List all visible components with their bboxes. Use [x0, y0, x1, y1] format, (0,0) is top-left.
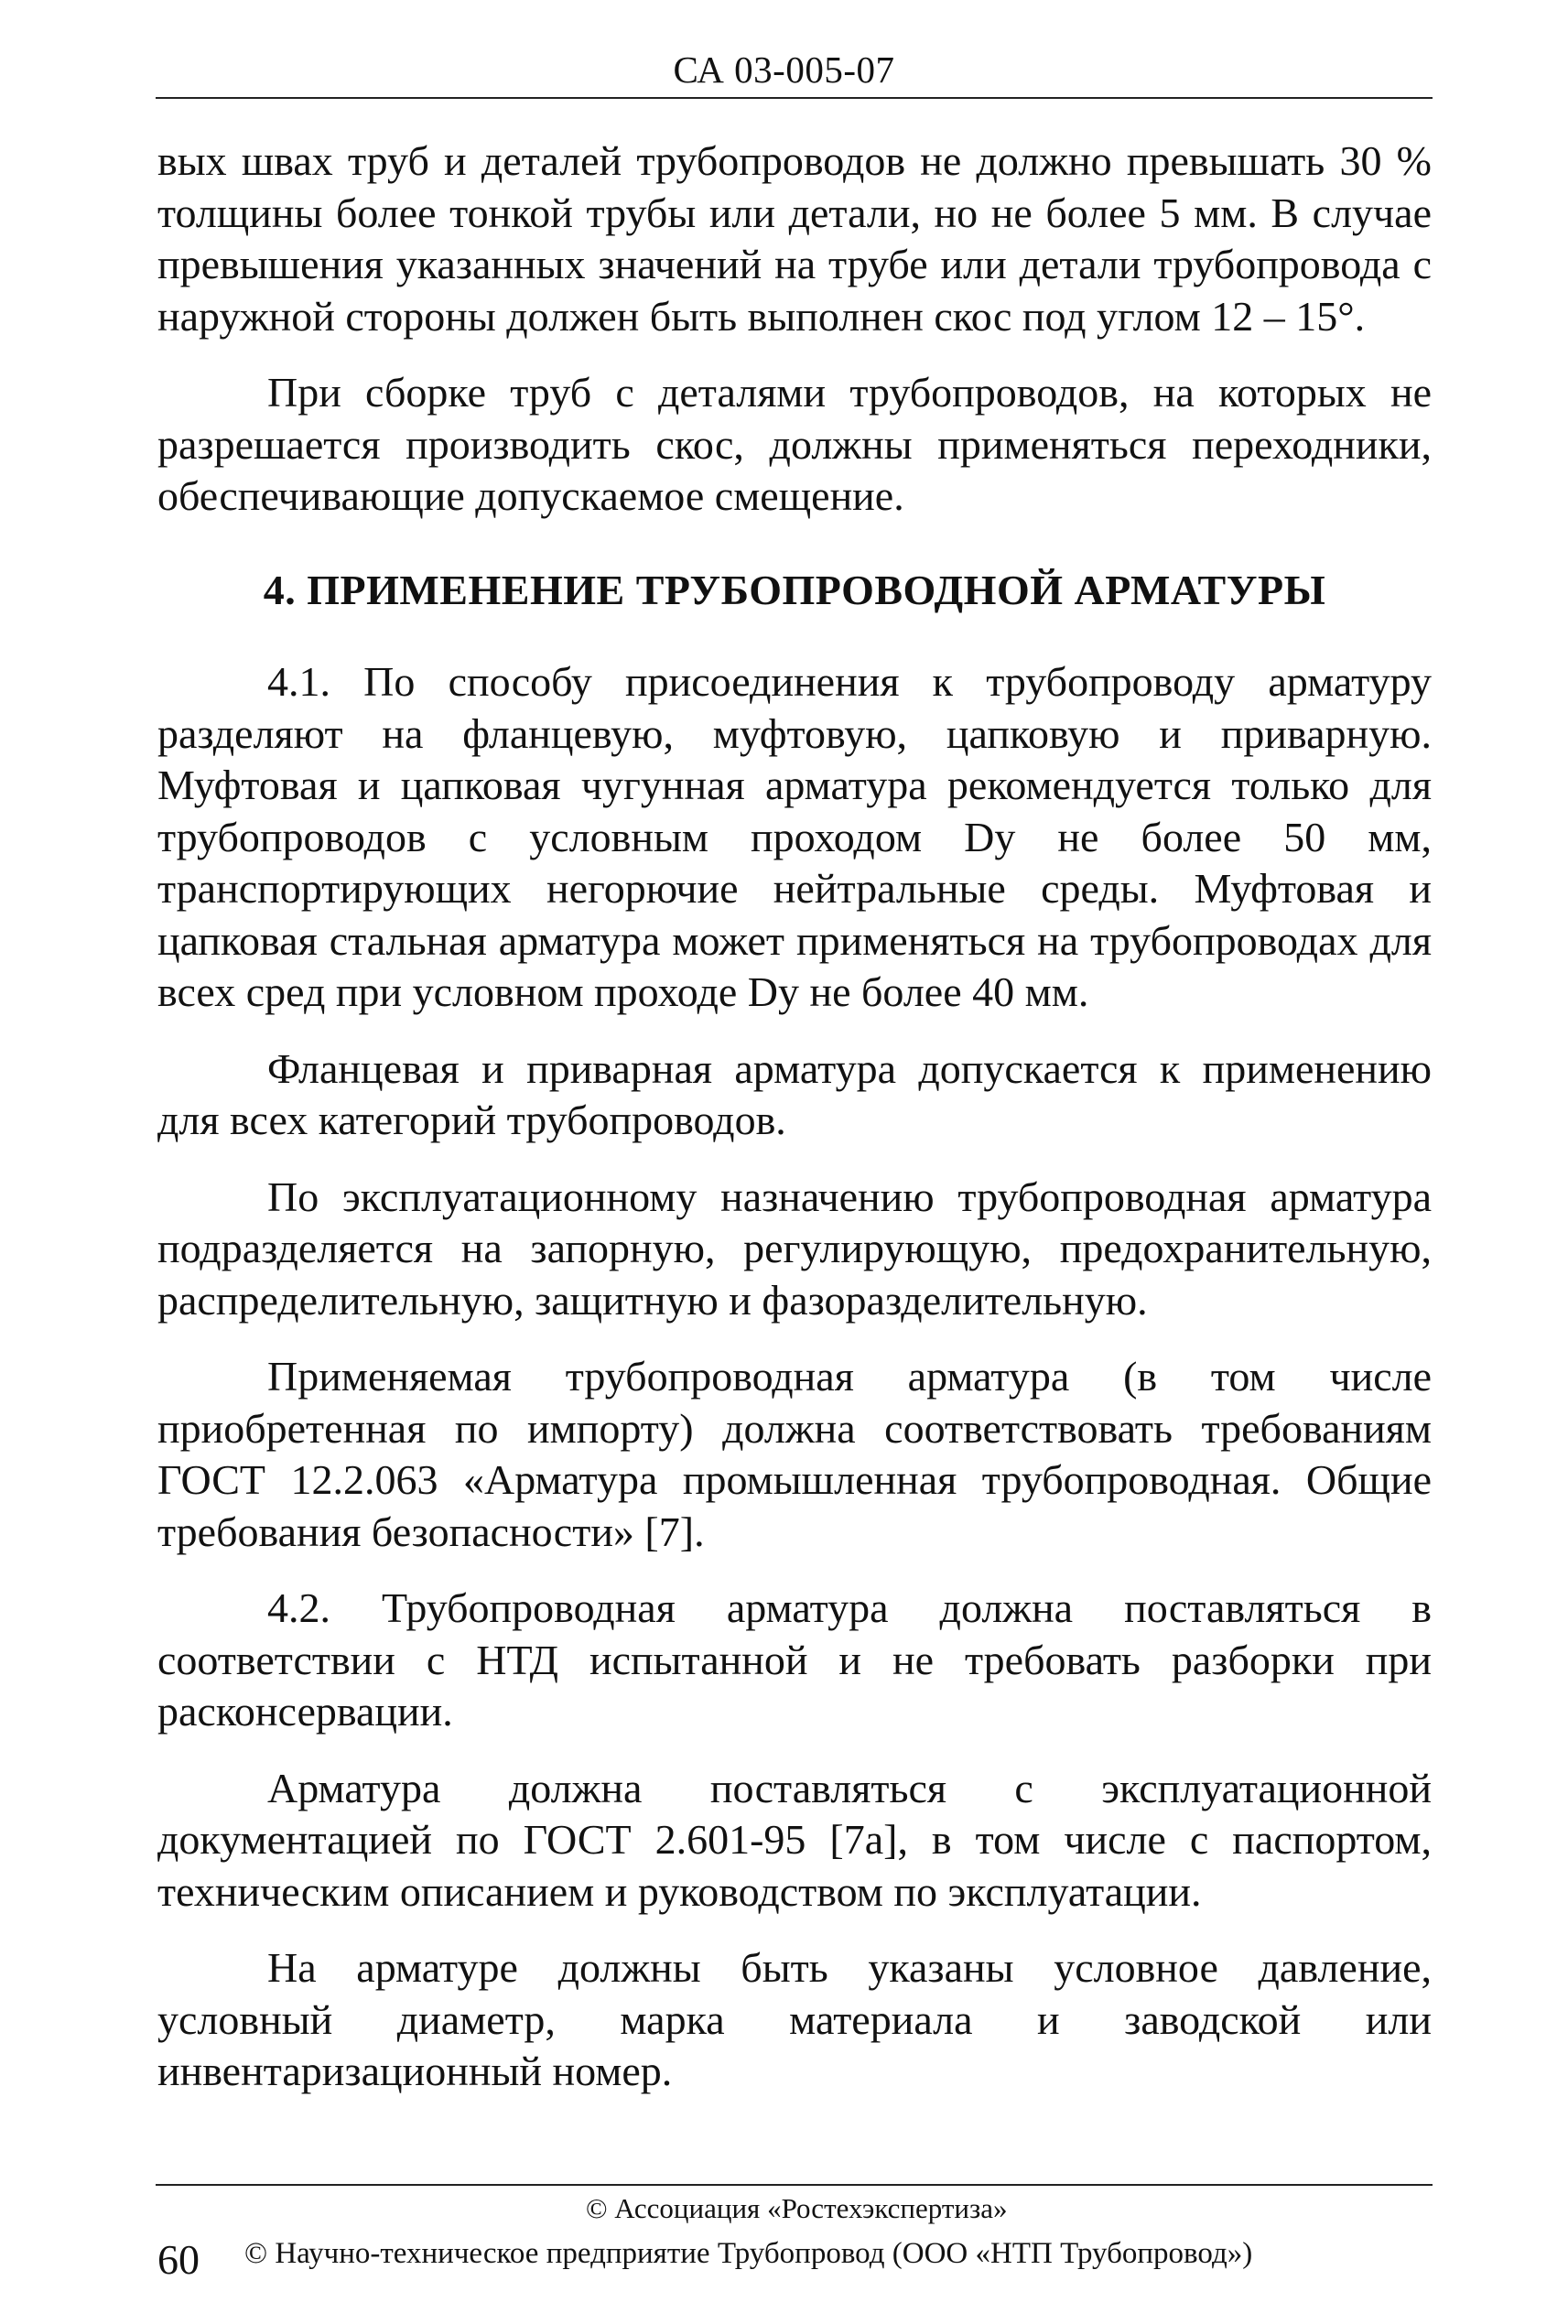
paragraph-4-2: 4.2. Трубопроводная арматура должна поставляться в соответствии с НТД испытанной и не требовать разборки при расконсервации.	[157, 1584, 1432, 1735]
copyright-enterprise: © Научно-техническое предприятие Трубопровод (ООО «НТП Трубопровод»)	[244, 2237, 1253, 2270]
section-heading: 4. ПРИМЕНЕНИЕ ТРУБОПРОВОДНОЙ АРМАТУРЫ	[263, 566, 1326, 613]
paragraph-purpose: По эксплуатационному назначению трубопроводная арматура подразделяется на запорную, регулирующую, предохранительную, распределительную, защитную и фазоразделительную.	[157, 1173, 1432, 1324]
paragraph-documentation: Арматура должна поставляться с эксплуатационной документацией по ГОСТ 2.601-95 [7а], в том числе с паспортом, техническим описанием и руководством по эксплуатации.	[157, 1764, 1432, 1915]
body-text	[157, 135, 1432, 2123]
paragraph-flange-weld: Фланцевая и приварная арматура допускается к применению для всех категорий трубопроводов.	[157, 1044, 1432, 1143]
header-divider	[156, 97, 1433, 99]
page-number: 60	[157, 2236, 200, 2283]
footer-divider	[156, 2184, 1433, 2186]
document-code: СА 03-005-07	[673, 49, 895, 91]
paragraph-gost-requirements: Применяемая трубопроводная арматура (в том числе приобретенная по импорту) должна соответствовать требованиям ГОСТ 12.2.063 «Арматура промышленная трубопроводная. Общие требования безопасности» [7].	[157, 1353, 1432, 1555]
paragraph-4-1: 4.1. По способу присоединения к трубопроводу арматуру разделяют на фланцевую, муфтовую, цапковую и приварную. Муфтовая и цапковая чугунная арматура рекомендуется только для трубопроводов с условным проходом Dy не более 50 мм, транспортирующих негорючие нейтральные среды. Муфтовая и цапковая стальная арматура может применяться на трубопроводах для всех сред при условном проходе Dy не более 40 мм.	[157, 658, 1432, 1015]
paragraph-marking: На арматуре должны быть указаны условное давление, условный диаметр, марка материала и заводской или инвентаризационный номер.	[157, 1944, 1432, 2094]
paragraph-continuation: вых швах труб и деталей трубопроводов не должно превышать 30 % толщины более тонкой трубы или детали, но не более 5 мм. В случае превышения указанных значений на трубе или детали трубопровода с наружной стороны должен быть выполнен скос под углом 12 – 15°.	[157, 137, 1432, 340]
paragraph-adapters: При сборке труб с деталями трубопроводов, на которых не разрешается производить скос, должны применяться переходники, обеспечивающие допускаемое смещение.	[157, 369, 1432, 519]
copyright-association: © Ассоциация «Ростехэкспертиза»	[586, 2192, 1008, 2224]
